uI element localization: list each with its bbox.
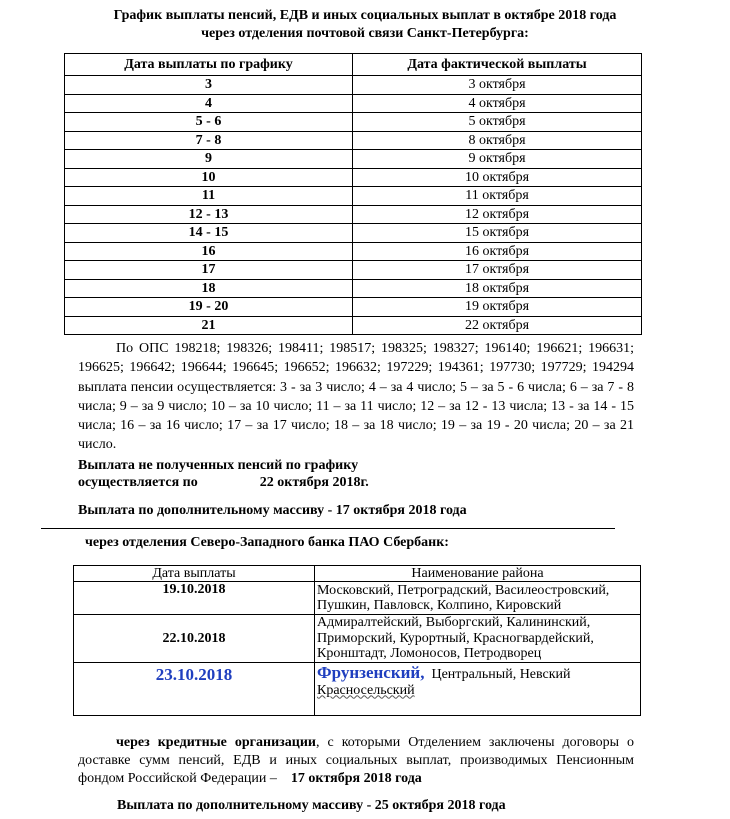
table-row (65, 168, 642, 187)
post-schedule-table (64, 53, 642, 335)
scheduled-date: 14 - 15 (65, 224, 353, 243)
payment-date: 19.10.2018 (74, 582, 315, 615)
scheduled-date: 9 (65, 150, 353, 169)
table-row (65, 261, 642, 280)
actual-date: 12 октября (353, 205, 642, 224)
scheduled-date: 4 (65, 94, 353, 113)
sber-heading: через отделения Северо-Западного банка ПАО Сбербанк: (85, 535, 449, 550)
table-row (65, 242, 642, 261)
table-row (65, 224, 642, 243)
scheduled-date: 5 - 6 (65, 113, 353, 132)
table-row (65, 150, 642, 169)
table-row (74, 615, 641, 663)
district-names: Адмиралтейский, Выборгский, Калининский, Приморский, Курортный, Красногвардейский, Кронштадт, Ломоносов, Петродворец (315, 615, 641, 663)
actual-date: 17 октября (353, 261, 642, 280)
district-names: Московский, Петроградский, Василеостровский, Пушкин, Павловск, Колпино, Кировский (315, 582, 641, 615)
unpaid-line-1: Выплата не полученных пенсий по графику (78, 458, 359, 473)
scheduled-date: 17 (65, 261, 353, 280)
scheduled-date: 18 (65, 279, 353, 298)
table-header-row (65, 54, 642, 76)
table-row (65, 131, 642, 150)
district-names: Фрунзенский, Центральный, Невский Красносельский (315, 663, 641, 716)
actual-date: 11 октября (353, 187, 642, 206)
actual-date: 8 октября (353, 131, 642, 150)
divider (41, 528, 615, 529)
header-payment-date: Дата выплаты (74, 566, 315, 582)
scheduled-date: 10 (65, 168, 353, 187)
title-line-2: через отделения почтовой связи Санкт-Петербурга: (201, 26, 529, 41)
actual-date: 10 октября (353, 168, 642, 187)
unpaid-date: 22 октября 2018г. (259, 475, 369, 490)
actual-date: 18 октября (353, 279, 642, 298)
credit-date: 17 октября 2018 года (290, 771, 422, 786)
payment-date: 22.10.2018 (74, 615, 315, 663)
table-row (65, 113, 642, 132)
table-row (65, 205, 642, 224)
header-district-name: Наименование района (315, 566, 641, 582)
scheduled-date: 21 (65, 316, 353, 335)
actual-date: 19 октября (353, 298, 642, 317)
header-actual-date: Дата фактической выплаты (353, 54, 642, 76)
additional-credit-payment: Выплата по дополнительному массиву - 25 октября 2018 года (117, 798, 506, 813)
actual-date: 16 октября (353, 242, 642, 261)
table-row (74, 663, 641, 716)
title-line-1: График выплаты пенсий, ЕДВ и иных социальных выплат в октябре 2018 года (113, 8, 617, 23)
scheduled-date: 7 - 8 (65, 131, 353, 150)
actual-date: 15 октября (353, 224, 642, 243)
ops-paragraph (78, 339, 634, 455)
table-row (65, 316, 642, 335)
actual-date: 4 октября (353, 94, 642, 113)
table-row (65, 94, 642, 113)
additional-post-payment: Выплата по дополнительному массиву - 17 октября 2018 года (78, 503, 467, 518)
scheduled-date: 11 (65, 187, 353, 206)
sber-schedule-table (73, 565, 641, 716)
scheduled-date: 12 - 13 (65, 205, 353, 224)
actual-date: 9 октября (353, 150, 642, 169)
district-highlight: Фрунзенский, (317, 663, 425, 682)
actual-date: 3 октября (353, 76, 642, 95)
ops-paragraph-text: По ОПС 198218; 198326; 198411; 198517; 198325; 198327; 196140; 196621; 196631; 196625; 196642; 196644; 196645; 196652; 196632; 197229; 194361; 197730; 197729; 194294 выплата пенсии осуществляется: 3 - за 3 число; 4 – за 4 число; 5 – за 5 - 6 числа; 6 – за 7 - 8 числа; 9 – за 9 число; 10 – за 10 число; 11 – за 11 число; 12 – за 12 - 13 числа; 13 - за 14 - 15 числа; 16 – за 16 число; 17 – за 17 число; 18 – за 18 число; 19 – за 19 - 20 числа; 20 – за 21 число. (78, 341, 634, 453)
table-row (65, 187, 642, 206)
unpaid-line-2: осуществляется по 22 октября 2018г. (78, 475, 369, 490)
document-title (0, 7, 730, 43)
table-row (74, 582, 641, 615)
table-row (65, 298, 642, 317)
scheduled-date: 16 (65, 242, 353, 261)
credit-lead: через кредитные организации (116, 735, 316, 750)
payment-date: 23.10.2018 (74, 663, 315, 716)
table-row (65, 76, 642, 95)
actual-date: 22 октября (353, 316, 642, 335)
scheduled-date: 19 - 20 (65, 298, 353, 317)
credit-paragraph: через кредитные организации, с которыми Отделением заключены договоры о доставке сумм пенсий, ЕДВ и иных социальных выплат, производимых Пенсионным фондом Российской Федерации – 17 октября 2018 года (78, 735, 634, 786)
header-scheduled-date: Дата выплаты по графику (65, 54, 353, 76)
table-header-row (74, 566, 641, 582)
actual-date: 5 октября (353, 113, 642, 132)
scheduled-date: 3 (65, 76, 353, 95)
unpaid-notice (78, 457, 369, 491)
table-row (65, 279, 642, 298)
